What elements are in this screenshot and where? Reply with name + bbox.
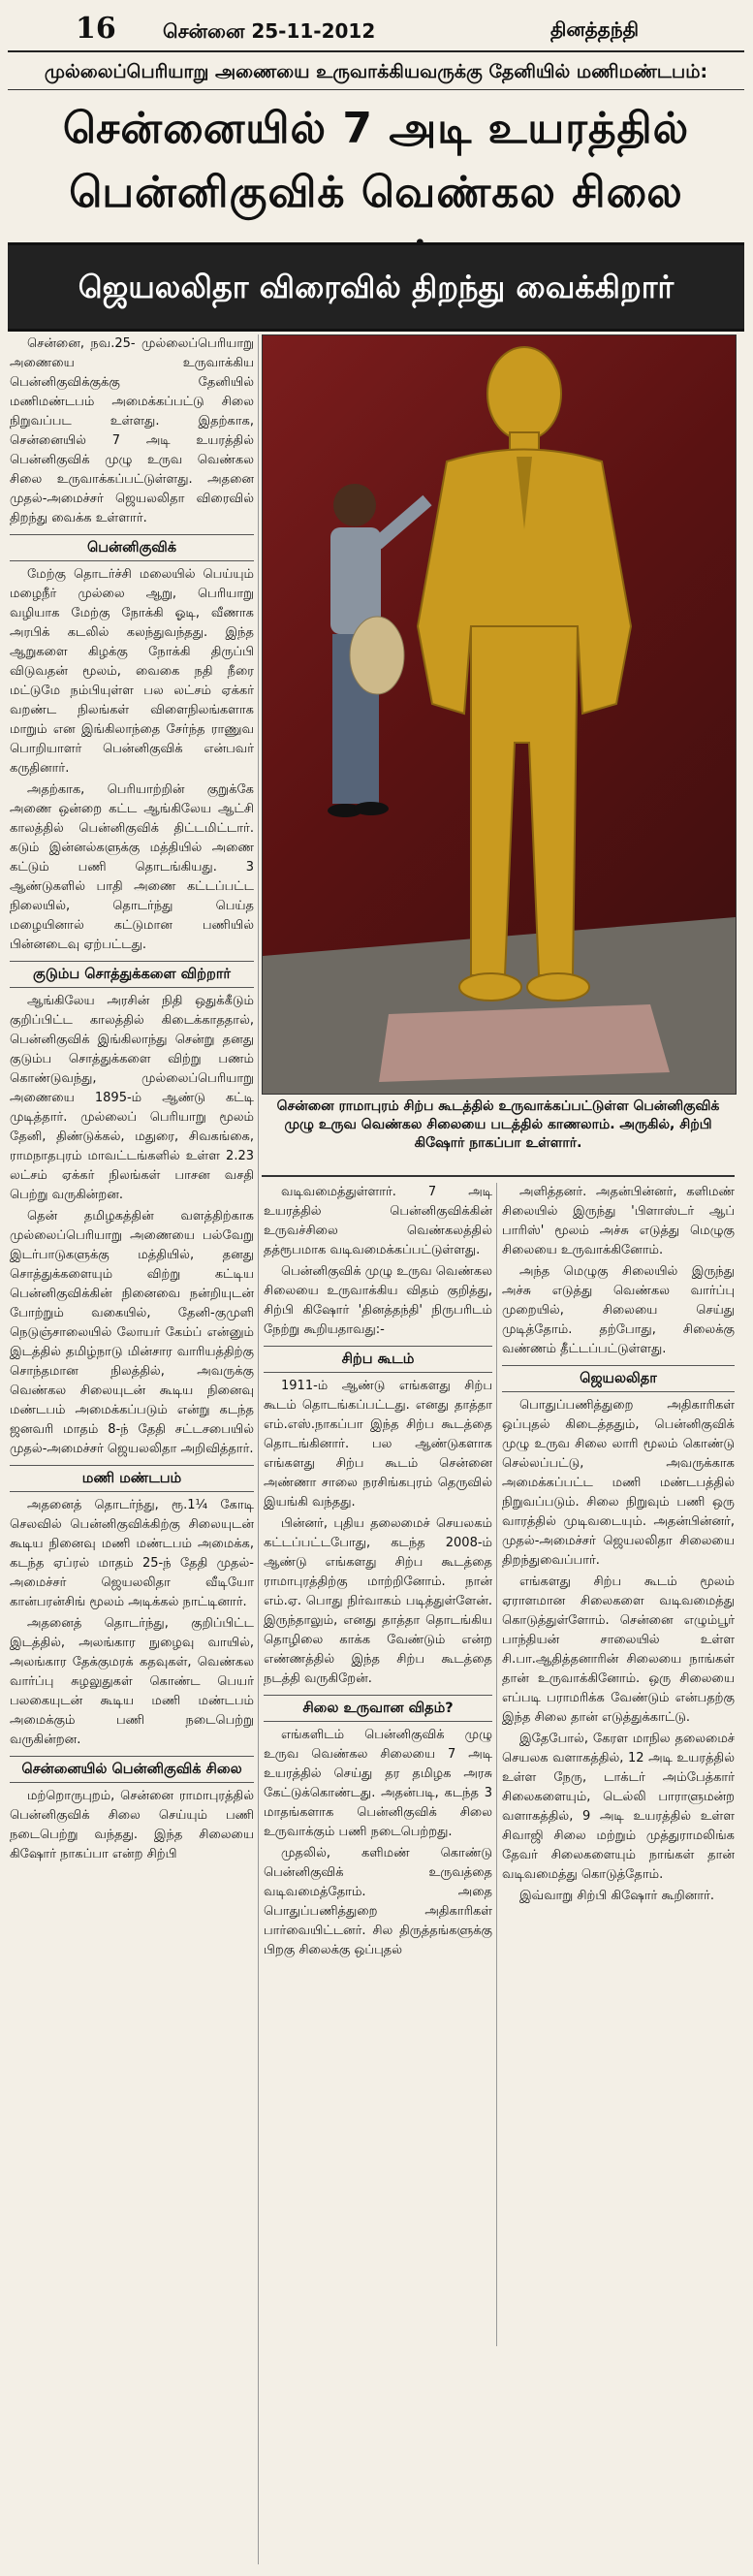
- headline-line-1: சென்னையில் 7 அடி உயரத்தில்: [62, 104, 690, 153]
- article-paragraph: முதலில், களிமண் கொண்டு பென்னிகுவிக் உருவத்தை வடிவமைத்தோம். அதை பொதுப்பணித்துறை அதிகாரிகள் பார்வையிட்டனர். சில திருத்தங்களுக்கு பிறகு சிலைக்கு ஒப்புதல்: [264, 1846, 492, 1957]
- statue-photo-illustration: [263, 335, 736, 1094]
- article-paragraph: அந்த மெழுகு சிலையில் இருந்து அச்சு எடுத்து வெண்கல வார்ப்பு முறையில், சிலையை செய்து முடித்தோம். தற்போது, சிலைக்கு வண்ணம் தீட்டப்பட்டுள்ளது.: [502, 1264, 735, 1356]
- section-heading: சிற்ப கூடம்: [264, 1346, 492, 1373]
- date-line: சென்னை 25-11-2012: [163, 19, 376, 43]
- page-number: 16: [76, 12, 116, 46]
- section-heading: ஜெயலலிதா: [502, 1365, 735, 1392]
- article-paragraph: அதற்காக, பெரியாற்றின் குறுக்கே அணை ஒன்றை கட்ட ஆங்கிலேய ஆட்சி காலத்தில் பென்னிகுவிக் திட்டமிட்டார். கடும் இன்னல்களுக்கு மத்தியில் அணை கட்டும் பணி தொடங்கியது. 3 ஆண்டுகளில் பாதி அணை கட்டப்பட்ட நிலையில், தொடர்ந்து பெய்த மழையினால் கட்டுமான பணியில் பின்னடைவு ஏற்பட்டது.: [10, 782, 254, 952]
- page-header: [8, 8, 744, 52]
- section-heading: மணி மண்டபம்: [10, 1465, 254, 1492]
- headline-line-2: பென்னிகுவிக் வெண்கல சிலை: [69, 168, 683, 217]
- article-paragraph: 1911-ம் ஆண்டு எங்களது சிற்ப கூடம் தொடங்கப்பட்டது. எனது தாத்தா எம்.எஸ்.நாகப்பா இந்த சிற்ப கூடத்தை தொடங்கினார். பல ஆண்டுகளாக எங்களது சிற்ப கூடம் சென்னை அண்ணா சாலை நரசிங்கபுரம் தெருவில் இயங்கி வந்தது.: [264, 1379, 492, 1510]
- article-paragraph: அதனைத் தொடர்ந்து, குறிப்பிட்ட இடத்தில், அலங்கார நுழைவு வாயில், அலங்கார தேக்குமரக் கதவுகள், வெண்கல வார்ப்பு சுழலுதுகள் கொண்ட பெயர் பலகையுடன் கூடிய மணி மண்டபம் அமைக்கும் பணி நடைபெற்று வருகின்றன.: [10, 1616, 254, 1747]
- article-paragraph: மேற்கு தொடர்ச்சி மலையில் பெய்யும் மழைநீர் முல்லை ஆறு, பெரியாறு வழியாக மேற்கு நோக்கி ஓடி, வீணாக அரபிக் கடலில் கலந்துவந்தது. இந்த ஆறுகளை கிழக்கு நோக்கி திருப்பி விடுவதன் மூலம், வைகை நதி நீரை மட்டுமே நம்பியுள்ள பல லட்சம் ஏக்கர் வறண்ட நிலங்கள் விளைநிலங்களாக மாறும் என இங்கிலாந்தை சேர்ந்த ராணுவ பொறியாளர் பென்னிகுவிக் என்பவர் கருதினார்.: [10, 567, 254, 776]
- article-column-2: [264, 1183, 497, 2346]
- article-paragraph: பொதுப்பணித்துறை அதிகாரிகள் ஒப்புதல் கிடைத்ததும், பென்னிகுவிக் முழு உருவ சிலை லாரி மூலம் கொண்டு செல்லப்பட்டு, அவருக்காக அமைக்கப்பட்ட மணி மண்டபத்தில் நிறுவப்படும். சிலை நிறுவும் பணி ஒரு வாரத்தில் முடிவடையும். அதன்பின்னர், முதல்-அமைச்சர் ஜெயலலிதா சிலையை திறந்துவைப்பார்.: [502, 1398, 735, 1568]
- article-paragraph: சென்னை, நவ.25- முல்லைப்பெரியாறு அணையை உருவாக்கிய பென்னிகுவிக்குக்கு தேனியில் மணிமண்டபம் அமைக்கப்பட்டு சிலை நிறுவப்பட உள்ளது. இதற்காக, சென்னையில் 7 அடி உயரத்தில் பென்னிகுவிக் முழு உருவ வெண்கல சிலை உருவாக்கப்பட்டுள்ளது. அதனை முதல்-அமைச்சர் ஜெயலலிதா விரைவில் திறந்து வைக்க உள்ளார்.: [10, 336, 254, 525]
- statue-photo: [262, 334, 737, 1095]
- kicker-line: முல்லைப்பெரியாறு அணையை உருவாக்கியவருக்கு தேனியில் மணிமண்டபம்:: [8, 54, 744, 90]
- subheadline: ஜெயலலிதா விரைவில் திறந்து வைக்கிறார்: [8, 242, 744, 332]
- section-heading: பென்னிகுவிக்: [10, 534, 254, 561]
- article-paragraph: ஆங்கிலேய அரசின் நிதி ஒதுக்கீடும் குறிப்பிட்ட காலத்தில் கிடைக்காததால், பென்னிகுவிக் இங்கிலாந்து சென்று தனது குடும்ப சொத்துக்களை விற்று பணம் கொண்டுவந்து, முல்லைப்பெரியாறு அணையை 1895-ம் ஆண்டு கட்டி முடித்தார். முல்லைப் பெரியாறு மூலம் தேனி, திண்டுக்கல், மதுரை, சிவகங்கை, ராமநாதபுரம் மாவட்டங்களில் உள்ள 2.23 லட்சம் ஏக்கர் நிலங்கள் பாசன வசதி பெற்று வருகின்றன.: [10, 994, 254, 1202]
- article-paragraph: எங்களிடம் பென்னிகுவிக் முழு உருவ வெண்கல சிலையை 7 அடி உயரத்தில் செய்து தர தமிழக அரசு கேட்டுக்கொண்டது. அதன்படி, கடந்த 3 மாதங்களாக பென்னிகுவிக் சிலை உருவாக்கும் பணி நடைபெற்றது.: [264, 1728, 492, 1839]
- article-paragraph: இவ்வாறு சிற்பி கிஷோர் கூறினார்.: [519, 1889, 715, 1903]
- article-paragraph: பென்னிகுவிக் முழு உருவ வெண்கல சிலையை உருவாக்கிய விதம் குறித்து, சிற்பி கிஷோர் 'தினத்தந்தி' நிருபரிடம் நேற்று கூறியதாவது:-: [264, 1264, 492, 1337]
- article-column-1: [10, 334, 259, 2564]
- article-column-3: [502, 1183, 735, 2346]
- section-heading: குடும்ப சொத்துக்களை விற்றார்: [10, 961, 254, 988]
- section-heading: சிலை உருவான விதம்?: [264, 1695, 492, 1722]
- article-paragraph: அதனைத் தொடர்ந்து, ரூ.1¼ கோடி செலவில் பென்னிகுவிக்கிற்கு சிலையுடன் கூடிய நினைவு மணி மண்டபம் அமைக்க, கடந்த ஏப்ரல் மாதம் 25-ந் தேதி முதல்-அமைச்சர் ஜெயலலிதா வீடியோ கான்பரன்சிங் மூலம் அடிக்கல் நாட்டினார்.: [10, 1498, 254, 1609]
- article-paragraph: அளித்தனர். அதன்பின்னர், களிமண் சிலையில் இருந்து 'பிளாஸ்டர் ஆப் பாரிஸ்' மூலம் அச்சு எடுத்து மெழுகு சிலையை உருவாக்கினோம்.: [502, 1185, 735, 1257]
- article-paragraph: எங்களது சிற்ப கூடம் மூலம் ஏராளமான சிலைகளை வடிவமைத்து கொடுத்துள்ளோம். சென்னை எழும்பூர் பாந்தியன் சாலையில் உள்ள சி.பா.ஆதித்தனாரின் சிலையை நாங்கள் தான் உருவாக்கினோம். ஒரு சிலையை எப்படி பராமரிக்க வேண்டும் என்பதற்கு இந்த சிலை தான் எடுத்துக்காட்டு.: [502, 1574, 735, 1725]
- photo-caption: சென்னை ராமாபுரம் சிற்ப கூடத்தில் உருவாக்கப்பட்டுள்ள பென்னிகுவிக் முழு உருவ வெண்கல சிலையை படத்தில் காணலாம். அருகில், சிற்பி கிஷோர் நாகப்பா உள்ளார்.: [262, 1097, 735, 1177]
- newspaper-name: தினத்தந்தி: [550, 17, 640, 41]
- article-paragraph: பின்னர், புதிய தலைமைச் செயலகம் கட்டப்பட்டபோது, கடந்த 2008-ம் ஆண்டு எங்களது சிற்ப கூடத்தை ராமாபுரத்திற்கு மாற்றினோம். நான் எம்.ஏ. பொது நிர்வாகம் படித்துள்ளேன். இருந்தாலும், எனது தாத்தா தொடங்கிய தொழிலை காக்க வேண்டும் என்ற எண்ணத்தில் இந்த சிற்ப கூடத்தை நடத்தி வருகிறேன்.: [264, 1516, 492, 1686]
- article-paragraph: மற்றொருபுறம், சென்னை ராமாபுரத்தில் பென்னிகுவிக் சிலை செய்யும் பணி நடைபெற்று வந்தது. இந்த சிலையை கிஷோர் நாகப்பா என்ற சிற்பி: [10, 1789, 254, 1861]
- article-paragraph: இதேபோல், கேரள மாநில தலைமைச் செயலக வளாகத்தில், 12 அடி உயரத்தில் உள்ள நேரு, டாக்டர் அம்பேத்கார் சிலைகளையும், டெல்லி பாராளுமன்ற வளாகத்தில், 9 அடி உயரத்தில் உள்ள சிவாஜி சிலை மற்றும் முத்துராமலிங்க தேவர் சிலைகளையும் நாங்கள் தான் வடிவமைத்து கொடுத்தோம்.: [502, 1732, 735, 1882]
- article-paragraph: வடிவமைத்துள்ளார். 7 அடி உயரத்தில் பென்னிகுவிக்கின் உருவச்சிலை வெண்கலத்தில் தத்ரூபமாக வடிவமைக்கப்பட்டுள்ளது.: [264, 1185, 492, 1257]
- section-heading: சென்னையில் பென்னிகுவிக் சிலை: [10, 1756, 254, 1783]
- article-paragraph: தென் தமிழகத்தின் வளத்திற்காக முல்லைப்பெரியாறு அணையை பல்வேறு இடர்பாடுகளுக்கு மத்தியில், தனது சொத்துக்களையும் விற்று கட்டிய பென்னிகுவிக்கின் நினைவை நன்றியுடன் போற்றும் வகையில், தேனி-குமுளி நெடுஞ்சாலையில் லோயர் கேம்ப் என்னும் இடத்தில் தமிழ்நாடு மின்சார வாரியத்திற்கு சொந்தமான நிலத்தில், அவருக்கு வெண்கல சிலையுடன் கூடிய நினைவு மண்டபம் அமைக்கப்படும் என்று கடந்த ஜனவரி மாதம் 8-ந் தேதி சட்டசபையில் முதல்-அமைச்சர் ஜெயலலிதா அறிவித்தார்.: [10, 1209, 254, 1456]
